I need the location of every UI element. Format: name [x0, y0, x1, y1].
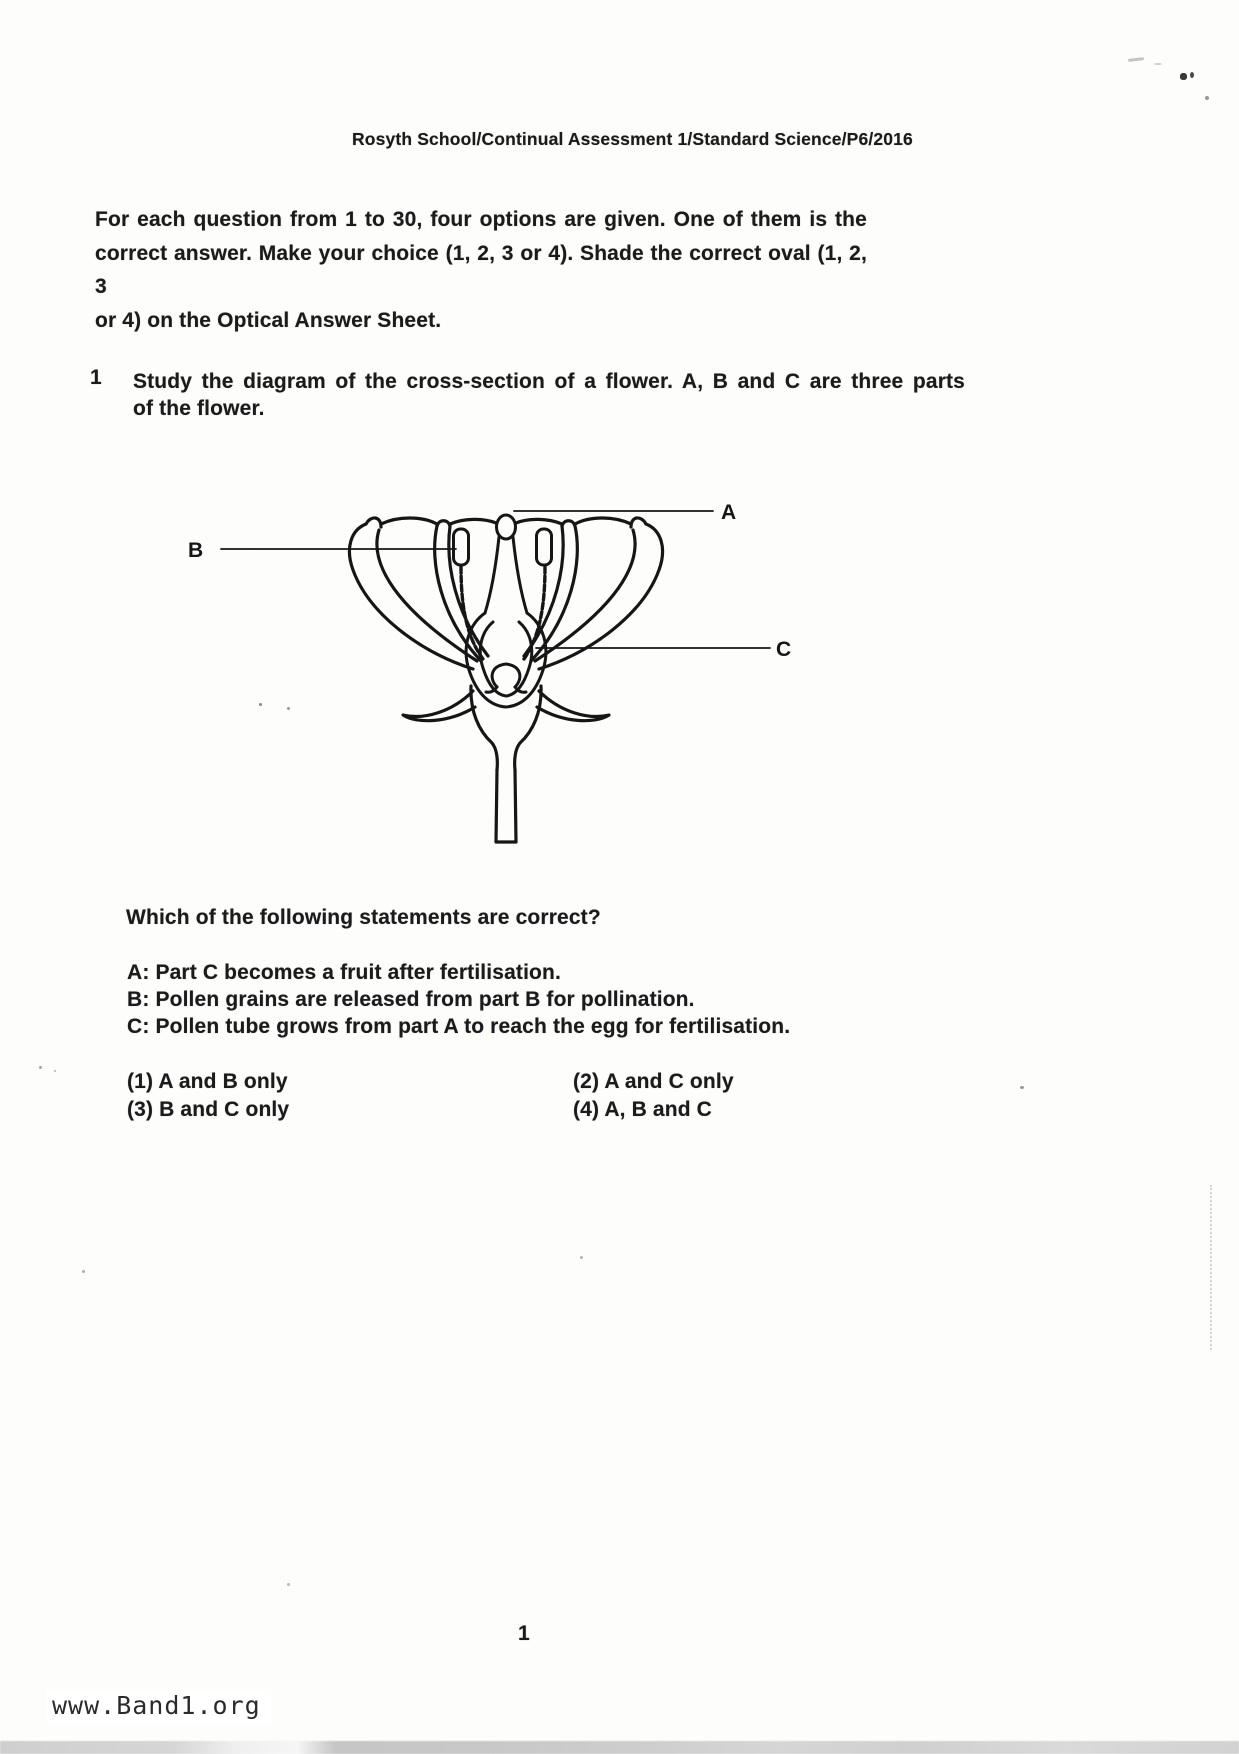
leader-lines	[221, 511, 770, 648]
instruction-line-1: For each question from 1 to 30, four options are given. One of them is the	[95, 208, 867, 231]
ovule	[492, 664, 520, 687]
style-left-wall	[485, 537, 499, 613]
style-right-wall	[513, 537, 527, 613]
statement-a: A: Part C becomes a fruit after fertilisation.	[127, 961, 561, 984]
instructions-block	[95, 203, 867, 337]
question-prompt: Which of the following statements are correct?	[126, 906, 601, 929]
statements-block	[127, 960, 790, 1040]
question-text-line-1: Study the diagram of the cross-section of a flower. A, B and C are three parts	[133, 370, 965, 393]
scan-speck	[1154, 63, 1162, 65]
petals	[349, 518, 662, 669]
pistil	[466, 515, 546, 707]
scan-speck	[1205, 96, 1209, 100]
scan-speck	[1190, 72, 1194, 78]
option-4: (4) A, B and C	[573, 1098, 712, 1121]
option-3: (3) B and C only	[127, 1098, 290, 1121]
instruction-line-2-bold: Shade the correct oval (1, 2, 3	[95, 241, 867, 298]
instruction-line-3: or 4) on the Optical Answer Sheet.	[95, 308, 442, 332]
page-number: 1	[518, 1622, 530, 1645]
question-number: 1	[90, 366, 102, 389]
scan-speck	[287, 707, 290, 710]
scan-speck	[39, 1066, 42, 1069]
scan-speck	[1180, 73, 1187, 80]
statement-c: C: Pollen tube grows from part A to reach the egg for fertilisation.	[127, 1014, 791, 1038]
right-anther	[537, 529, 552, 565]
flower-cross-section-diagram	[170, 495, 820, 855]
scan-edge-dots	[1210, 1185, 1212, 1350]
stigma	[497, 515, 516, 539]
option-1: (1) A and B only	[127, 1070, 288, 1093]
instruction-line-2	[95, 237, 867, 304]
scan-bottom-bar	[0, 1741, 1239, 1754]
diagram-label-a: A	[721, 501, 737, 524]
diagram-label-b: B	[188, 539, 204, 562]
diagram-label-c: C	[776, 638, 792, 661]
watermark: www.Band1.org	[46, 1689, 271, 1724]
scan-speck	[259, 703, 262, 706]
question-text-line-2: of the flower.	[133, 397, 265, 420]
scan-speck	[54, 1070, 56, 1072]
scan-speck	[82, 1270, 85, 1273]
scan-speck	[580, 1256, 583, 1259]
scan-speck	[1128, 57, 1144, 62]
left-anther	[454, 529, 469, 565]
page-header: Rosyth School/Continual Assessment 1/Standard Science/P6/2016	[352, 129, 913, 149]
option-2: (2) A and C only	[573, 1070, 734, 1093]
scan-speck	[287, 1583, 290, 1586]
statement-b: B: Pollen grains are released from part B for pollination.	[127, 987, 695, 1011]
instruction-line-2-normal: correct answer. Make your choice (1, 2, 3 or 4).	[95, 241, 581, 265]
receptacle-stem	[471, 686, 541, 842]
scan-speck	[1020, 1086, 1024, 1089]
